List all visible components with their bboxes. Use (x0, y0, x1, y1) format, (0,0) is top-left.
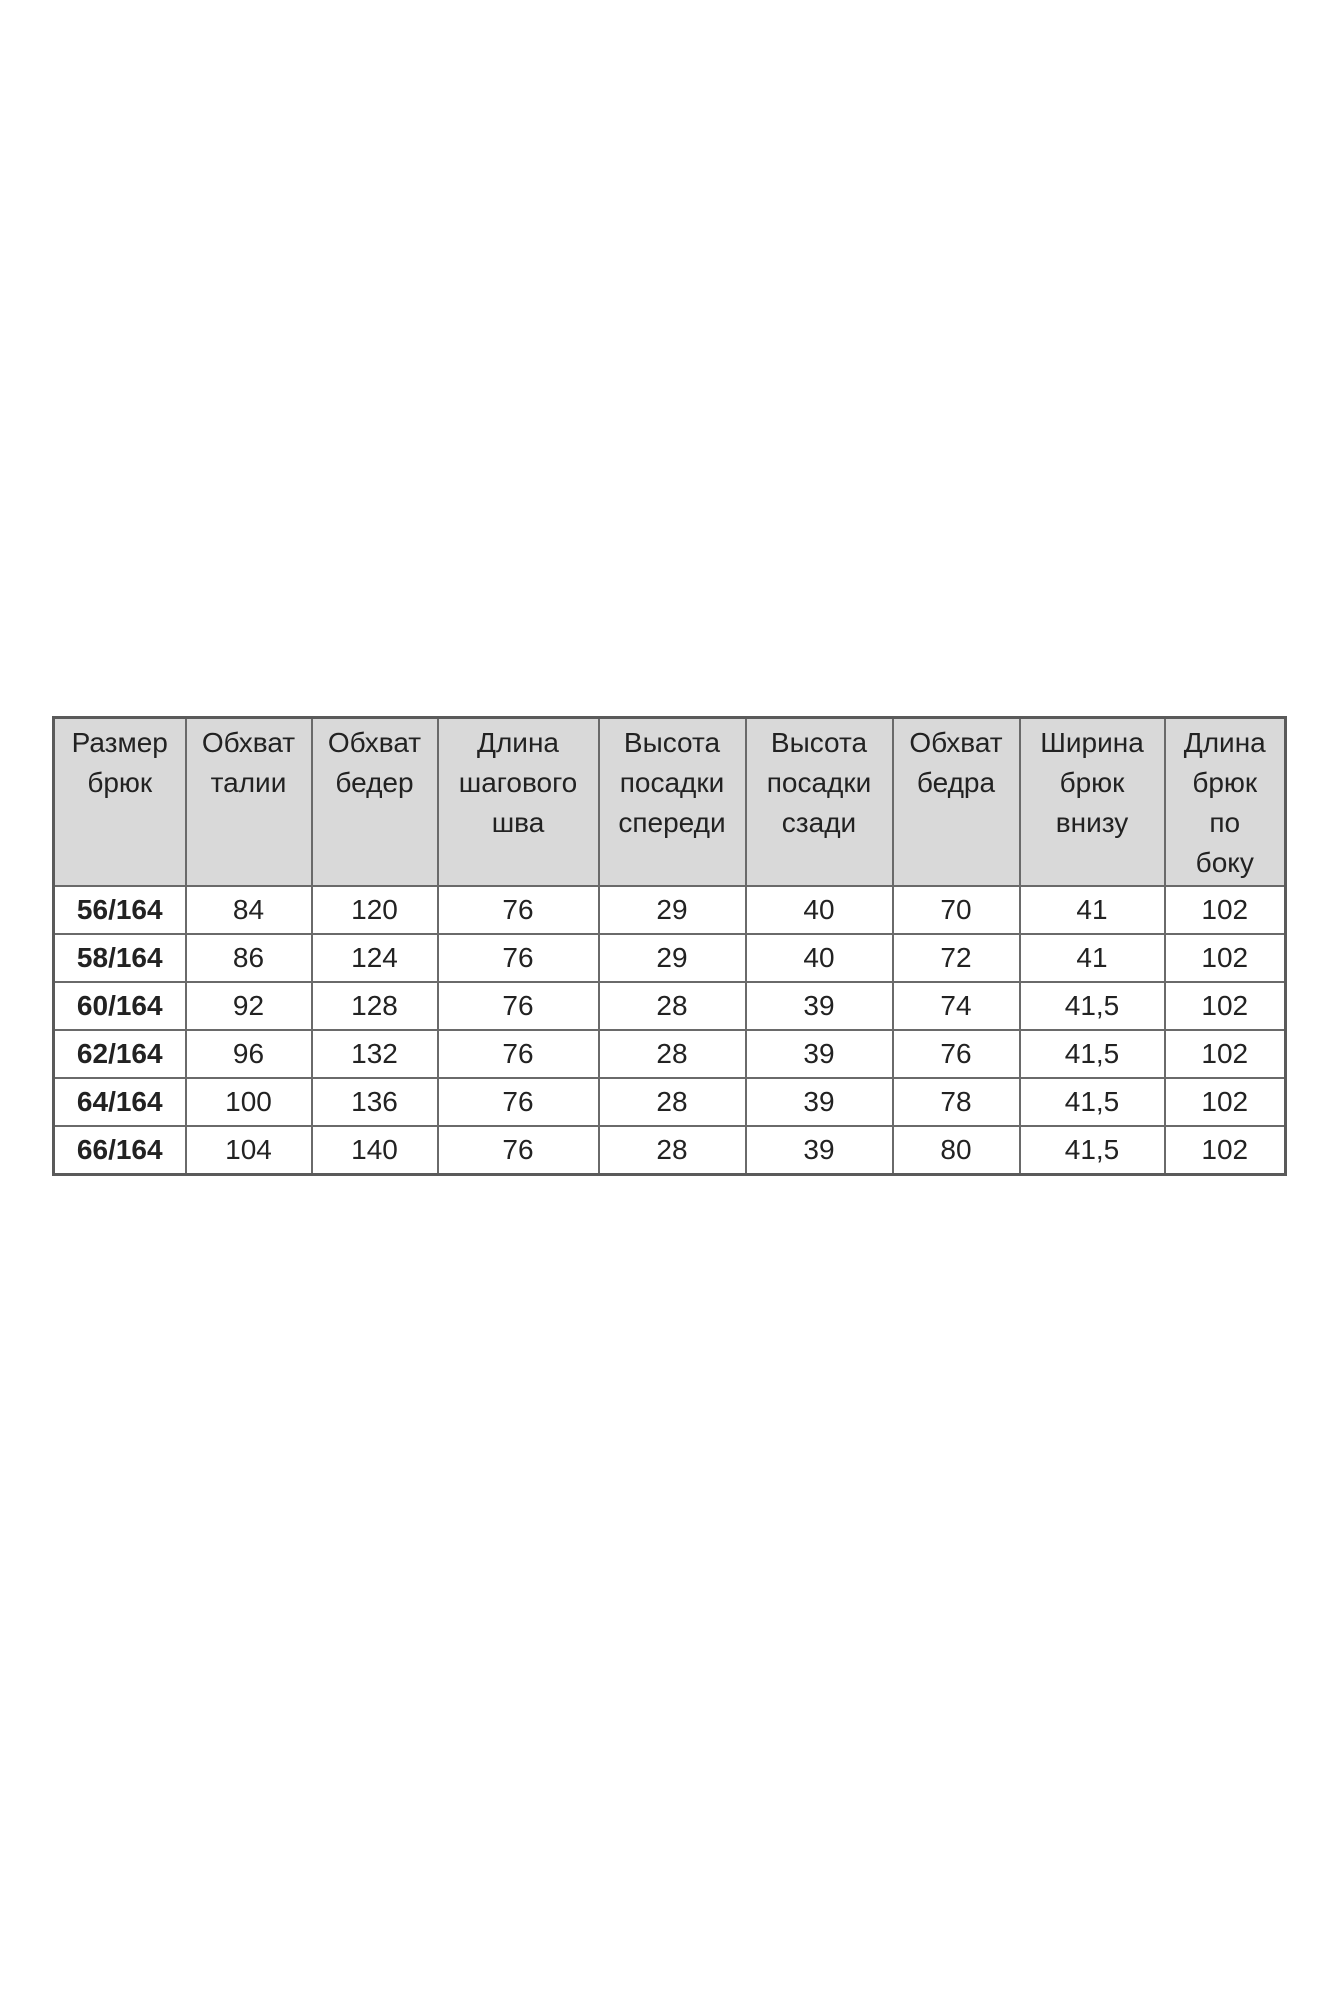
table-cell: 41 (1020, 886, 1165, 934)
table-cell: 41,5 (1020, 1126, 1165, 1175)
table-cell: 29 (599, 886, 746, 934)
table-cell: 41,5 (1020, 1030, 1165, 1078)
table-cell: 84 (186, 886, 312, 934)
table-cell: 70 (893, 886, 1020, 934)
table-row (54, 934, 1286, 982)
table-cell: 39 (746, 1126, 893, 1175)
header-leg-opening: Ширина брюк внизу (1020, 718, 1165, 887)
table-row (54, 1078, 1286, 1126)
header-size: Размер брюк (54, 718, 186, 887)
table-cell: 80 (893, 1126, 1020, 1175)
size-cell: 56/164 (54, 886, 186, 934)
table-row (54, 1030, 1286, 1078)
table-cell: 100 (186, 1078, 312, 1126)
size-chart (52, 716, 1284, 1176)
table-cell: 102 (1165, 1030, 1286, 1078)
table-cell: 76 (438, 982, 599, 1030)
table-cell: 76 (438, 886, 599, 934)
table-cell: 78 (893, 1078, 1020, 1126)
table-cell: 102 (1165, 1078, 1286, 1126)
table-cell: 40 (746, 886, 893, 934)
table-cell: 128 (312, 982, 438, 1030)
table-cell: 76 (893, 1030, 1020, 1078)
size-cell: 60/164 (54, 982, 186, 1030)
table-cell: 140 (312, 1126, 438, 1175)
table-cell: 136 (312, 1078, 438, 1126)
table-cell: 86 (186, 934, 312, 982)
table-cell: 39 (746, 1030, 893, 1078)
table-cell: 28 (599, 982, 746, 1030)
table-cell: 28 (599, 1078, 746, 1126)
table-cell: 124 (312, 934, 438, 982)
table-cell: 76 (438, 1030, 599, 1078)
size-cell: 58/164 (54, 934, 186, 982)
header-inseam: Длина шагового шва (438, 718, 599, 887)
table-cell: 76 (438, 934, 599, 982)
table-cell: 39 (746, 982, 893, 1030)
table-cell: 102 (1165, 1126, 1286, 1175)
size-cell: 64/164 (54, 1078, 186, 1126)
table-row (54, 982, 1286, 1030)
table-cell: 41 (1020, 934, 1165, 982)
table-cell: 102 (1165, 886, 1286, 934)
table-row (54, 1126, 1286, 1175)
header-front-rise: Высота посадки спереди (599, 718, 746, 887)
size-cell: 66/164 (54, 1126, 186, 1175)
table-header-row (54, 718, 1286, 887)
size-table (52, 716, 1287, 1176)
table-cell: 102 (1165, 982, 1286, 1030)
header-waist: Обхват талии (186, 718, 312, 887)
table-cell: 41,5 (1020, 982, 1165, 1030)
table-row (54, 886, 1286, 934)
size-cell: 62/164 (54, 1030, 186, 1078)
table-cell: 40 (746, 934, 893, 982)
table-cell: 74 (893, 982, 1020, 1030)
table-cell: 41,5 (1020, 1078, 1165, 1126)
table-cell: 39 (746, 1078, 893, 1126)
header-back-rise: Высота посадки сзади (746, 718, 893, 887)
table-cell: 76 (438, 1126, 599, 1175)
header-side-length: Длина брюк по боку (1165, 718, 1286, 887)
header-thigh: Обхват бедра (893, 718, 1020, 887)
header-hips: Обхват бедер (312, 718, 438, 887)
table-cell: 120 (312, 886, 438, 934)
table-cell: 102 (1165, 934, 1286, 982)
table-cell: 76 (438, 1078, 599, 1126)
table-cell: 72 (893, 934, 1020, 982)
table-cell: 96 (186, 1030, 312, 1078)
table-cell: 28 (599, 1126, 746, 1175)
table-cell: 28 (599, 1030, 746, 1078)
table-cell: 132 (312, 1030, 438, 1078)
table-cell: 104 (186, 1126, 312, 1175)
table-cell: 92 (186, 982, 312, 1030)
table-cell: 29 (599, 934, 746, 982)
